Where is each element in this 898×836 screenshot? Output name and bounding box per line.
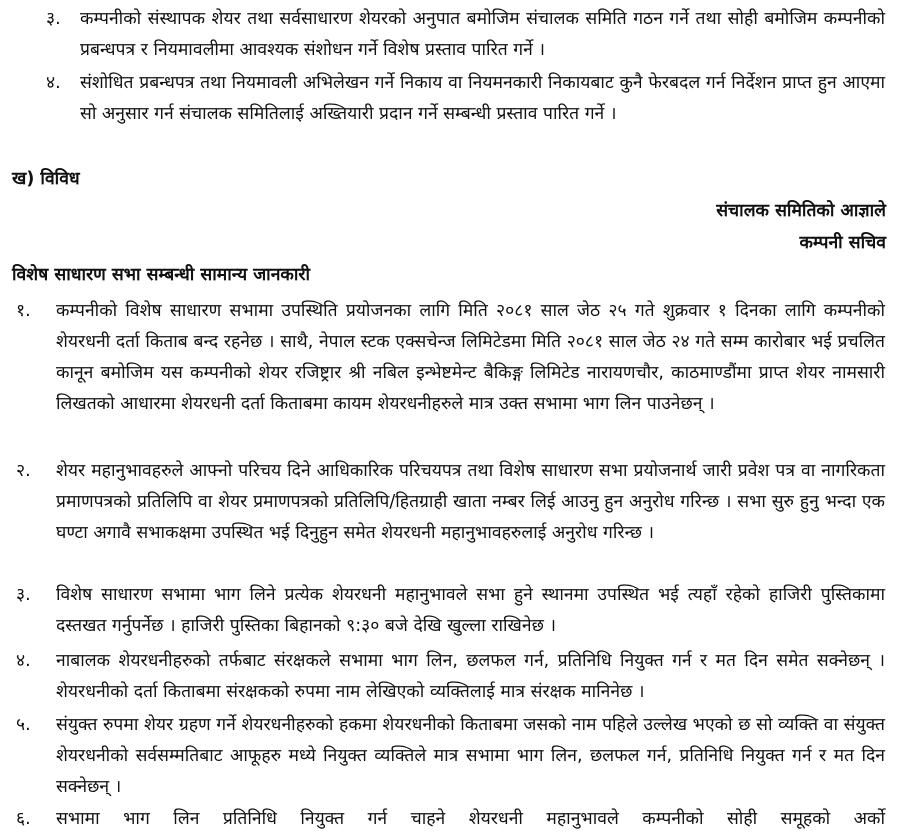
agenda-item-text: संशोधित प्रबन्धपत्र तथा नियमावली अभिलेखन गर्ने निकाय वा नियमनकारी निकायबाट कुनै फेरबदल गर्न निर्देशन प्राप्त हुन आएमा सो अनुसार गर्न संचालक समितिलाई अख्तियारी प्रदान गर्ने सम्बन्धी प्रस्ताव पारित गर्ने । [80,73,885,124]
info-item-text: शेयर महानुभावहरुले आफ्नो परिचय दिने आधिकारिक परिचयपत्र तथा विशेष साधारण सभा प्रयोजनार्थ जारी प्रवेश पत्र वा नागरिकता प्रमाणपत्रको प्रतिलिपि वा शेयर प्रमाणपत्रको प्रतिलिपि/हितग्राही खाता नम्बर लिई आउनु हुन अनुरोध गरिन्छ । सभा सुरु हुनु भन्दा एक घण्टा अगावै सभाकक्षमा उपस्थित भई दिनुहुन समेत शेयरधनी महानुभावहरुलाई अनुरोध गरिन्छ । [56,461,885,543]
info-item-text: कम्पनीको विशेष साधारण सभामा उपस्थिति प्रयोजनका लागि मिति २०८१ साल जेठ २५ गते शुक्रवार १ दिनका लागि कम्पनीको शेयरधनी दर्ता किताब बन्द रहनेछ । साथै, नेपाल स्टक एक्सचेन्ज लिमिटेडमा मिति २०८१ साल जेठ २४ गते सम्म कारोबार भई प्रचलित कानून बमोजिम यस कम्पनीको शेयर रजिष्ट्रार श्री नबिल इन्भेष्टमेन्ट बैकिङ्ग लिमिटेड नारायणचौर, काठमाण्डौंमा प्राप्त शेयर नामसारी लिखतको आधारमा शेयरधनी दर्ता किताबमा कायम शेयरधनीहरुले मात्र उक्त सभामा भाग लिन पाउनेछन् । [56,301,885,414]
info-item-number: ६. [16,809,31,829]
info-item-1 [0,296,898,456]
info-heading: विशेष साधारण सभा सम्बन्धी सामान्य जानकारी [12,265,311,285]
info-item-number: ३. [16,585,31,605]
info-item-text: नाबालक शेयरधनीहरुको तर्फबाट संरक्षकले सभामा भाग लिन, छलफल गर्न, प्रतिनिधि नियुक्त गर्न र मत दिन समेत सक्नेछन् । शेयरधनीको दर्ता किताबमा संरक्षकको रुपमा नाम लेखिएको व्यक्तिलाई मात्र संरक्षक मानिनेछ । [56,651,885,702]
info-item-6 [0,804,898,836]
info-item-3 [0,580,898,644]
agenda-item-number: ४. [46,73,61,93]
info-item-number: १. [16,301,31,321]
info-item-number: ४. [16,651,31,671]
agenda-item-4 [0,68,898,162]
signature-line-2: कम्पनी सचिव [799,233,886,253]
info-item-text: संयुक्त रुपमा शेयर ग्रहण गर्ने शेयरधनीहरुको हकमा शेयरधनीको किताबमा जसको नाम पहिले उल्लेख भएको छ सो व्यक्ति वा संयुक्त शेयरधनीको सर्वसम्मतिबाट आफूहरु मध्ये नियुक्त व्यक्तिले मात्र सभामा भाग लिन, छलफल गर्न, प्रतिनिधि नियुक्त गर्न र मत दिन सक्नेछन् । [56,715,885,797]
info-item-number: ५. [16,715,31,735]
info-item-text: सभामा भाग लिन प्रतिनिधि नियुक्त गर्न चाहने शेयरधनी महानुभावले कम्पनीको सोही समूहको अर्को [56,809,885,829]
info-item-number: २. [16,461,31,481]
info-item-4 [0,646,898,710]
info-item-2 [0,456,898,574]
agenda-item-text: कम्पनीको संस्थापक शेयर तथा सर्वसाधारण शेयरको अनुपात बमोजिम संचालक समिति गठन गर्ने तथा सोही बमोजिम कम्पनीको प्रबन्धपत्र र नियमावलीमा आवश्यक संशोधन गर्ने विशेष प्रस्ताव पारित गर्ने । [80,9,885,60]
misc-heading: ख) विविध [12,169,80,189]
agenda-item-number: ३. [46,9,61,29]
info-item-5 [0,710,898,804]
agenda-item-3 [0,4,898,68]
info-item-text: विशेष साधारण सभामा भाग लिने प्रत्येक शेयरधनी महानुभावले सभा हुने स्थानमा उपस्थित भई त्यहाँ रहेको हाजिरी पुस्तिकामा दस्तखत गर्नुपर्नेछ । हाजिरी पुस्तिका बिहानको ९:३० बजे देखि खुल्ला राखिनेछ । [56,585,885,636]
signature-line-1: संचालक समितिको आज्ञाले [716,201,886,221]
